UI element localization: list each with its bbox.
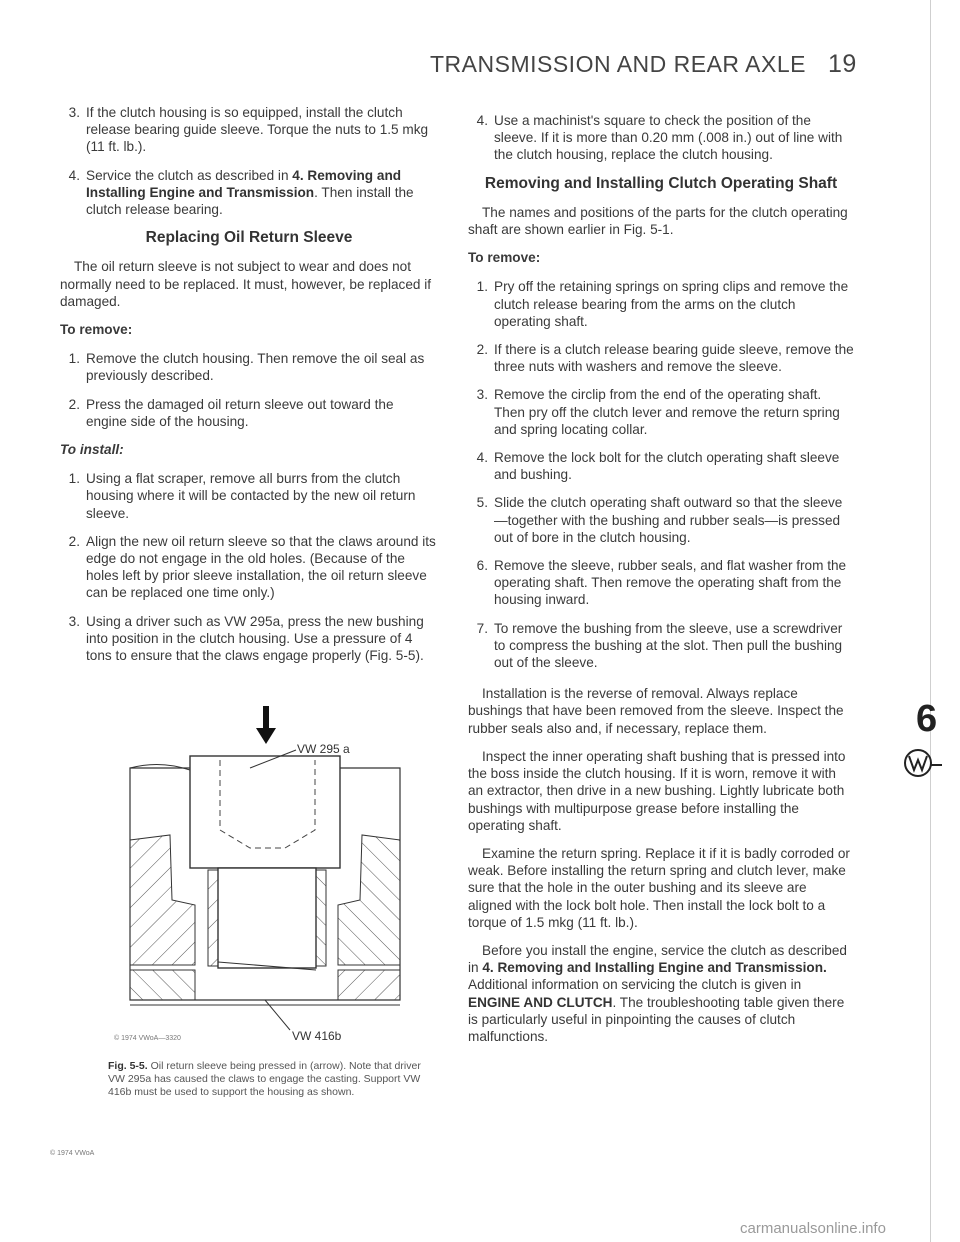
cross-reference: 4. Removing and Installing Engine and Transmission [86, 167, 402, 200]
list-item: 1. Remove the clutch housing. Then remove the oil seal as previously described. [68, 351, 425, 384]
list-item: 7. To remove the bushing from the sleeve, use a screwdriver to compress the bushing at the slot. Then pull the bushing out of the sleeve. [476, 620, 843, 671]
procedure-label: To remove: [60, 322, 133, 338]
left-column [60, 104, 438, 675]
paragraph: Examine the return spring. Replace it if it is badly corroded or weak. Before installing the return spring and clutch lever, make sure that the hole in the outer bushing and its sleeve are aligned with the lock bolt hole. Then install the lock bolt to a torque of 1.5 mkg (11 ft. lb.). [468, 845, 850, 930]
list-item: 1. Pry off the retaining springs on spring clips and remove the clutch release bearing from the arms on the clutch operating shaft. [476, 279, 849, 329]
paragraph: The names and positions of the parts for the clutch operating shaft are shown earlier in Fig. 5-1. [468, 204, 848, 238]
list-item: 3. Using a driver such as VW 295a, press the new bushing into position in the clutch housing. Use a pressure of 4 tons to ensure that the claws engage properly (Fig. 5-5). [68, 613, 424, 664]
list-item: 2. Press the damaged oil return sleeve out toward the engine side of the housing. [68, 396, 394, 429]
arrow-down-icon [256, 706, 276, 744]
figure-caption [108, 1060, 438, 1100]
cross-reference: 4. Removing and Installing Engine and Transmission. [482, 960, 827, 976]
install-steps [60, 470, 438, 664]
chapter-title: TRANSMISSION AND REAR AXLE [430, 51, 806, 77]
section-heading: Replacing Oil Return Sleeve [145, 229, 353, 247]
section-heading: Removing and Installing Clutch Operating Shaft [484, 174, 838, 192]
support-label: VW 416b [292, 1029, 342, 1043]
chapter-tab-number: 6 [916, 698, 938, 740]
figure-copyright: © 1974 VWoA—3320 [114, 1035, 181, 1042]
footer-copyright: © 1974 VWoA [50, 1150, 95, 1157]
list-item: 4. Remove the lock bolt for the clutch operating shaft sleeve and bushing. [476, 450, 840, 483]
list-item: 1. Using a flat scraper, remove all burrs from the clutch housing where it will be contacted by the new oil return sleeve. [68, 471, 416, 521]
list-item: 4. Service the clutch as described in 4. Removing and Installing Engine and Transmission. Then install the clutch release bearing. [68, 167, 414, 218]
list-item: 3. Remove the circlip from the end of the operating shaft. Then pry off the clutch lever and remove the return spring and spring locating collar. [476, 387, 840, 437]
list-item: 3. If the clutch housing is so equipped, install the clutch release bearing guide sleeve. Torque the nuts to 1.5 mkg (11 ft. lb.). [68, 105, 429, 155]
page-header [430, 50, 890, 90]
sleeve-press-illustration [100, 700, 440, 1060]
paragraph: Before you install the engine, service the clutch as described in 4. Removing and Installing Engine and Transmission. Additional information on servicing the clutch is given in ENGINE AND CLUTCH. The troubleshooting table given there is particularly useful in pinpointing the causes of clutch malfunctions. [468, 942, 847, 1044]
list-item: 2. If there is a clutch release bearing guide sleeve, remove the three nuts with washers and remove the sleeve. [476, 342, 854, 375]
vw-logo-icon [902, 745, 942, 781]
watermark: carmanualsonline.info [740, 1220, 886, 1237]
paragraph: The oil return sleeve is not subject to wear and does not normally need to be replaced. It must, however, be replaced if damaged. [60, 259, 432, 309]
list-item: 6. Remove the sleeve, rubber seals, and flat washer from the operating shaft. Then remove the operating shaft from the housing inward. [476, 558, 847, 608]
procedure-label: To remove: [468, 250, 541, 266]
cross-reference: ENGINE AND CLUTCH [468, 994, 613, 1010]
driver-label: VW 295 a [297, 742, 350, 756]
page-edge-rule [930, 0, 931, 1242]
list-item: 5. Slide the clutch operating shaft outward so that the sleeve—together with the bushing and rubber seals—is pressed out of bore in the clutch housing. [476, 495, 843, 545]
figure-5-5 [100, 700, 440, 1060]
paragraph: Installation is the reverse of removal. Always replace bushings that have been removed from the sleeve. Inspect the rubber seals also and, if necessary, replace them. [468, 686, 844, 736]
list-item: 4. Use a machinist's square to check the position of the sleeve. If it is more than 0.20 mm (.008 in.) out of line with the clutch housing, replace the clutch housing. [476, 113, 843, 163]
figure-label: Fig. 5-5. [108, 1060, 148, 1072]
caption-text: Oil return sleeve being pressed in (arrow). Note that driver VW 295a has caused the claws to engage the casting. Support VW 416b must be used to support the housing as shown. [108, 1060, 421, 1099]
remove-steps [60, 350, 438, 430]
paragraph: Inspect the inner operating shaft bushing that is pressed into the boss inside the clutch housing. If it is worn, remove it with an extractor, then drive in a new bushing. Lightly lubricate both bushings with multipurpose grease before installing the operating shaft. [468, 748, 846, 833]
procedure-label: To install: [60, 442, 124, 458]
remove-steps [468, 278, 854, 671]
right-column [468, 112, 854, 1056]
list-item: 2. Align the new oil return sleeve so that the claws around its edge do not engage in the old holes. (Because of the holes left by prior sleeve installation, the oil return sleeve can be replaced one time only.) [68, 533, 436, 601]
page-number: 19 [827, 50, 857, 78]
